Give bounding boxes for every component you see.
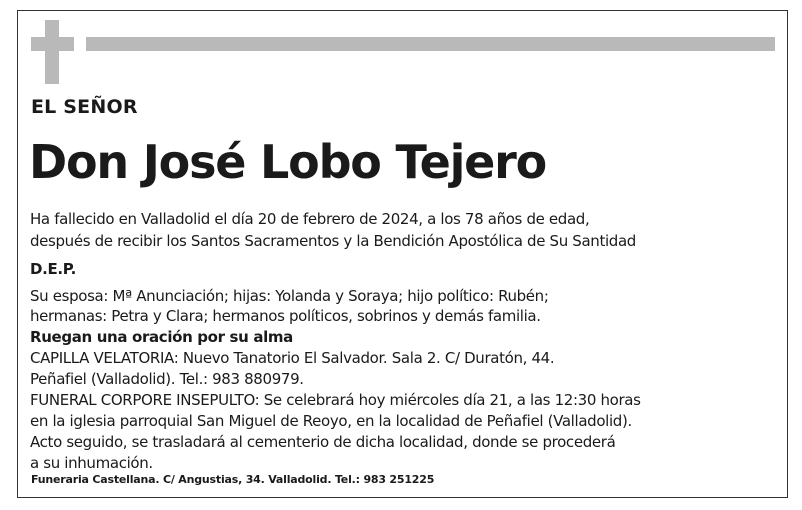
funeral-line-4: a su inhumación. xyxy=(30,454,153,472)
family-line-1: Su esposa: Mª Anunciación; hijas: Yolanda y Soraya; hijo político: Rubén; xyxy=(30,287,549,305)
funeral-line-3: Acto seguido, se trasladará al cementerio de dicha localidad, donde se procederá xyxy=(30,433,616,451)
honorific: EL SEÑOR xyxy=(31,96,138,118)
funeral-line-1: FUNERAL CORPORE INSEPULTO: Se celebrará hoy miércoles día 21, a las 12:30 horas xyxy=(30,391,641,409)
chapel-line-2: Peñafiel (Valladolid). Tel.: 983 880979. xyxy=(30,370,304,388)
header-rule xyxy=(86,37,775,51)
announcement-line-1: Ha fallecido en Valladolid el día 20 de febrero de 2024, a los 78 años de edad, xyxy=(30,210,590,228)
funeral-home-footer: Funeraria Castellana. C/ Angustias, 34. Valladolid. Tel.: 983 251225 xyxy=(31,473,435,486)
deceased-name: Don José Lobo Tejero xyxy=(29,135,547,189)
announcement-line-2: después de recibir los Santos Sacramentos y la Bendición Apostólica de Su Santidad xyxy=(30,232,636,250)
prayer-request: Ruegan una oración por su alma xyxy=(30,328,293,346)
chapel-line-1: CAPILLA VELATORIA: Nuevo Tanatorio El Salvador. Sala 2. C/ Duratón, 44. xyxy=(30,349,555,367)
rip-label: D.E.P. xyxy=(30,260,76,278)
funeral-line-2: en la iglesia parroquial San Miguel de Reoyo, en la localidad de Peñafiel (Valladolid). xyxy=(30,412,632,430)
cross-icon xyxy=(31,20,76,84)
family-line-2: hermanas: Petra y Clara; hermanos políticos, sobrinos y demás familia. xyxy=(30,307,541,325)
